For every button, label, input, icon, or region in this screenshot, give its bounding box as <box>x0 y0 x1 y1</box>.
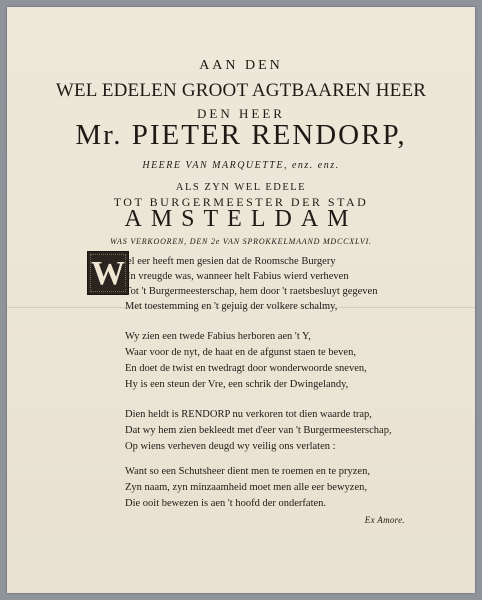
heading-line-2: WEL EDELEN GROOT AGTBAAREN HEER <box>55 80 427 101</box>
verse-line: Met toestemming en 't gejuig der volkere schalmy, <box>125 301 338 312</box>
heading-line-1: AAN DEN <box>199 58 283 73</box>
election-date-line: WAS VERKOOREN, DEN 2e VAN SPROKKELMAAND MDCCXLVI. <box>110 237 372 246</box>
verse-line: Want so een Schutsheer dient men te roemen en te pryzen, <box>125 466 370 477</box>
heading-line-6: ALS ZYN WEL EDELE <box>175 182 307 193</box>
verse-line: Op wiens verheven deugd wy veilig ons verlaten : <box>125 441 336 452</box>
heading-line-3: DEN HEER <box>197 106 285 121</box>
verse-line: Tot 't Burgermeesterschap, hem door 't raetsbesluyt gegeven <box>125 286 378 297</box>
verse-line: Zyn naam, zyn minzaamheid moet men alle eer bewyzen, <box>125 482 367 493</box>
recipient-name: Mr. PIETER RENDORP, <box>75 119 407 151</box>
recipient-title: HEERE VAN MARQUETTE, enz. enz. <box>142 160 340 171</box>
heading-line-7: TOT BURGERMEESTER DER STAD <box>113 195 369 209</box>
verse-line: Dien heldt is RENDORP nu verkoren tot dien waarde trap, <box>125 409 372 420</box>
signoff: Ex Amore. <box>364 515 405 525</box>
verse-line: En doet de twist en twedragt door wonderwoorde sneven, <box>125 363 367 374</box>
decorated-initial <box>87 251 129 295</box>
verse-line: el eer heeft men gesien dat de Roomsche Burgery <box>127 256 336 267</box>
verse-line: In vreugde was, wanneer helt Fabius wierd verheven <box>127 271 349 282</box>
verse-line: Dat wy hem zien bekleedt met d'eer van 't Burgermeesterschap, <box>125 425 392 436</box>
verse-line: Wy zien een twede Fabius herboren aen 't Y, <box>125 331 311 342</box>
paper-sheet <box>7 7 475 593</box>
verse-line: Waar voor de nyt, de haat en de afgunst staen te beven, <box>125 347 356 358</box>
verse-line: Hy is een steun der Vre, een schrik der Dwingelandy, <box>125 379 349 390</box>
verse-line: Die ooit bewezen is aen 't hoofd der onderfaten. <box>125 498 327 509</box>
initial-letter: W <box>91 255 125 292</box>
city-name: AMSTELDAM <box>124 206 358 232</box>
